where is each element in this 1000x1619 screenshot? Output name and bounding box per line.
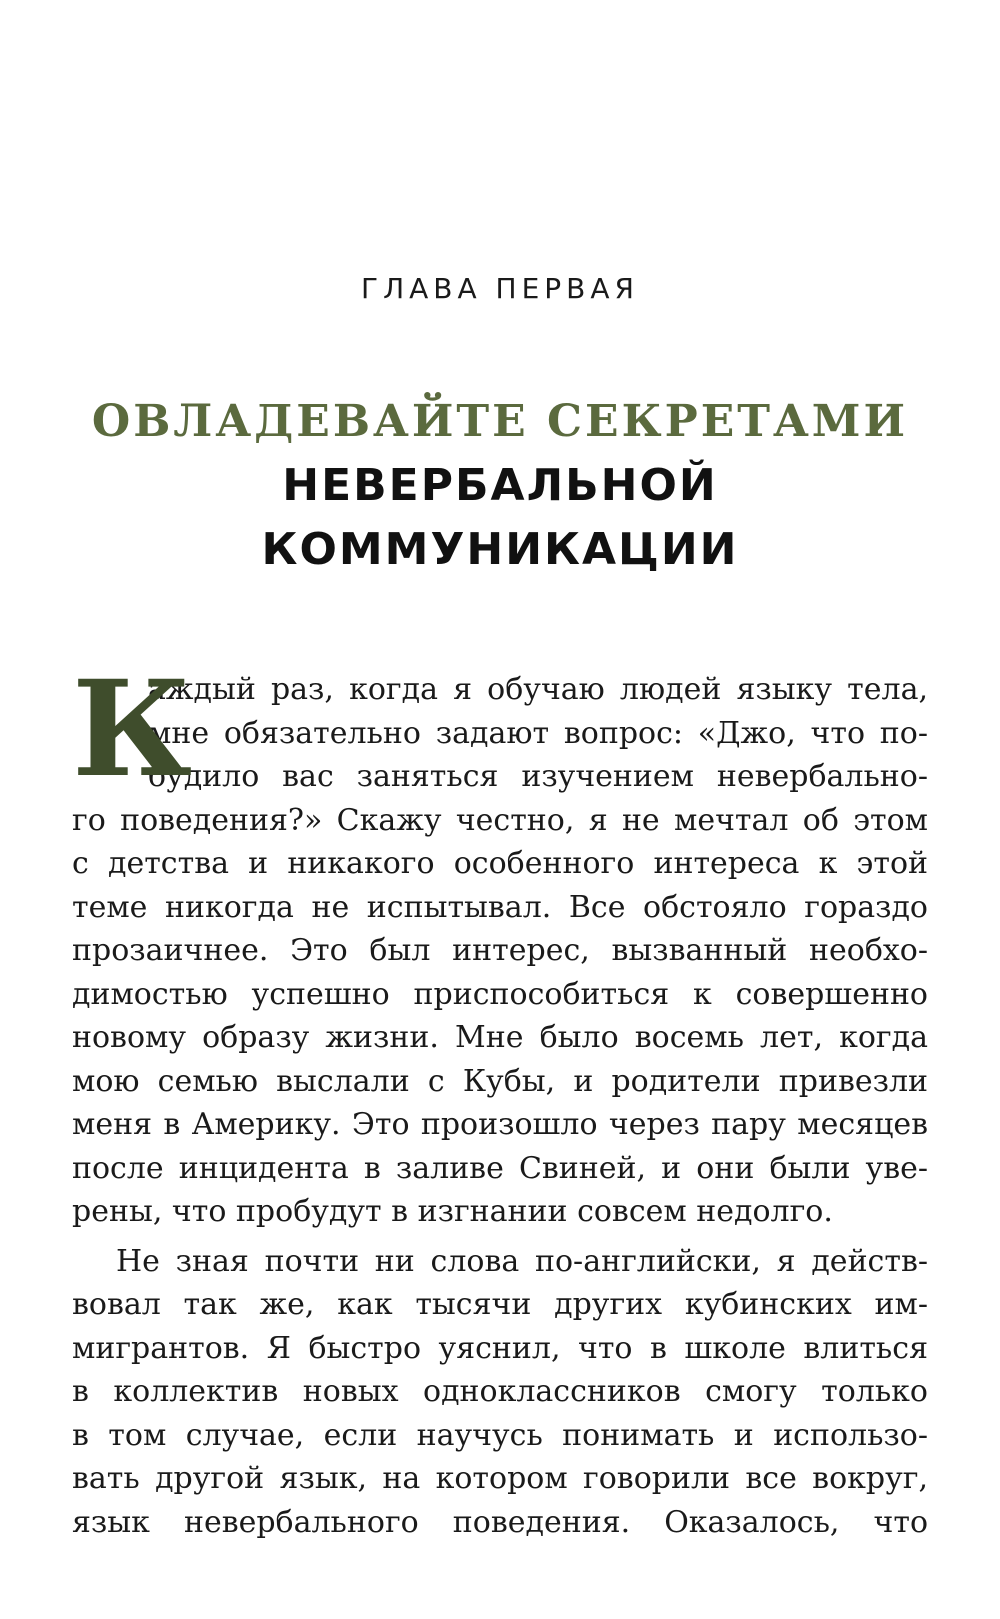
text-line: теме никогда не испытывал. Все обстояло гораздо <box>72 889 928 925</box>
chapter-label: ГЛАВА ПЕРВАЯ <box>361 272 639 305</box>
text-line: будило вас заняться изучением невербально- <box>148 759 928 794</box>
text-line: Не зная почти ни слова по-английски, я действ- <box>116 1243 928 1279</box>
text-line: вать другой язык, на котором говорили все вокруг, <box>72 1461 928 1496</box>
text-line: новому образу жизни. Мне было восемь лет, когда <box>72 1020 928 1055</box>
text-line: в коллектив новых одноклассников смогу только <box>72 1374 928 1409</box>
chapter-title-line-2: НЕВЕРБАЛЬНОЙ <box>282 460 718 511</box>
text-line: мигрантов. Я быстро уяснил, что в школе влиться <box>72 1330 928 1366</box>
text-line: аждый раз, когда я обучаю людей языку тела, <box>148 672 928 707</box>
text-line: после инцидента в заливе Свиней, и они были уве- <box>72 1150 928 1186</box>
text-line: го поведения?» Скажу честно, я не мечтал об этом <box>72 802 928 838</box>
text-line: мою семью выслали с Кубы, и родители привезли <box>72 1063 928 1099</box>
paragraph-2 <box>72 1240 928 1545</box>
text-line: в том случае, если научусь понимать и использо- <box>72 1417 928 1453</box>
text-line: димостью успешно приспособиться к совершенно <box>72 976 928 1012</box>
text-line: с детства и никакого особенного интереса к этой <box>72 846 928 881</box>
text-line: прозаичнее. Это был интерес, вызванный необхо- <box>72 933 928 968</box>
dropcap <box>72 652 193 807</box>
paragraph-1 <box>72 652 928 1234</box>
text-line: вовал так же, как тысячи других кубинских им- <box>72 1287 928 1322</box>
chapter-title-line-3: КОММУНИКАЦИИ <box>261 524 739 575</box>
dropcap-letter: К <box>72 652 193 807</box>
text-line: рены, что пробудут в изгнании совсем недолго. <box>72 1194 833 1229</box>
text-line: мне обязательно задают вопрос: «Джо, что по- <box>148 715 928 751</box>
text-line: меня в Америку. Это произошло через пару месяцев <box>72 1107 928 1142</box>
text-line: язык невербального поведения. Оказалось, что <box>72 1504 928 1540</box>
chapter-title-line-1: ОВЛАДЕВАЙТЕ СЕКРЕТАМИ <box>91 396 909 447</box>
body-text <box>72 652 928 1544</box>
